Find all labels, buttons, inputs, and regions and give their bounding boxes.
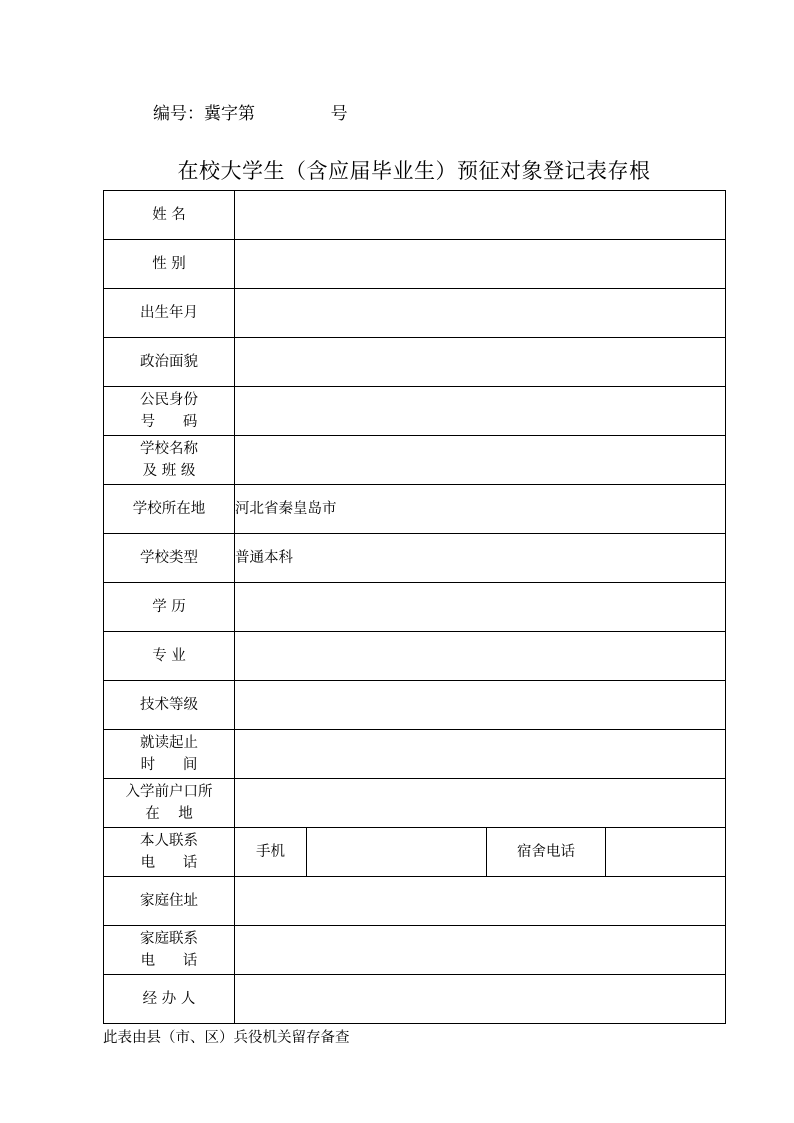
- field-mobile[interactable]: [307, 828, 487, 877]
- field-major[interactable]: [235, 632, 726, 681]
- form-title: 在校大学生（含应届毕业生）预征对象登记表存根: [177, 159, 651, 183]
- field-name[interactable]: [235, 191, 726, 240]
- footer-note: 此表由县（市、区）兵役机关留存备查: [103, 1030, 350, 1046]
- label-line-2: 电 话: [140, 953, 198, 969]
- field-study-period[interactable]: [235, 730, 726, 779]
- label-household-registration: [104, 779, 235, 828]
- label-political-status: 政治面貌: [104, 338, 235, 387]
- field-political-status[interactable]: [235, 338, 726, 387]
- registration-form-table: [103, 190, 726, 1024]
- row-gender: [104, 240, 726, 289]
- label-line-1: 就读起止: [140, 735, 198, 751]
- label-family-phone: [104, 926, 235, 975]
- label-line-2: 电 话: [140, 855, 198, 871]
- label-line-1: 入学前户口所: [125, 784, 213, 800]
- field-school-type[interactable]: 普通本科: [235, 534, 726, 583]
- row-school-location: [104, 485, 726, 534]
- label-line-1: 家庭联系: [140, 931, 198, 947]
- label-line-2: 号 码: [140, 414, 198, 430]
- label-education: 学 历: [104, 583, 235, 632]
- label-line-1: 公民身份: [140, 392, 198, 408]
- label-school-class: [104, 436, 235, 485]
- label-line-2: 及 班 级: [142, 463, 196, 479]
- row-id-number: [104, 387, 726, 436]
- row-school-type: [104, 534, 726, 583]
- row-political-status: [104, 338, 726, 387]
- row-handler: [104, 975, 726, 1024]
- row-study-period: [104, 730, 726, 779]
- label-line-2: 时 间: [140, 757, 198, 773]
- field-gender[interactable]: [235, 240, 726, 289]
- row-education: [104, 583, 726, 632]
- field-handler[interactable]: [235, 975, 726, 1024]
- field-birth-date[interactable]: [235, 289, 726, 338]
- field-family-phone[interactable]: [235, 926, 726, 975]
- row-skill-level: [104, 681, 726, 730]
- row-household-registration: [104, 779, 726, 828]
- row-major: [104, 632, 726, 681]
- field-id-number[interactable]: [235, 387, 726, 436]
- field-home-address[interactable]: [235, 877, 726, 926]
- label-home-address: 家庭住址: [104, 877, 235, 926]
- label-dorm-phone: 宿舍电话: [487, 828, 606, 877]
- field-skill-level[interactable]: [235, 681, 726, 730]
- label-birth-date: 出生年月: [104, 289, 235, 338]
- serial-number-label: 编号：冀字第 号: [153, 104, 348, 124]
- label-line-2: 在 地: [145, 806, 193, 822]
- row-personal-phone: [104, 828, 726, 877]
- row-birth-date: [104, 289, 726, 338]
- field-education[interactable]: [235, 583, 726, 632]
- label-school-type: 学校类型: [104, 534, 235, 583]
- row-family-phone: [104, 926, 726, 975]
- label-school-location: 学校所在地: [104, 485, 235, 534]
- label-mobile: 手机: [235, 828, 307, 877]
- row-home-address: [104, 877, 726, 926]
- field-school-location[interactable]: 河北省秦皇岛市: [235, 485, 726, 534]
- label-major: 专 业: [104, 632, 235, 681]
- label-line-1: 学校名称: [140, 441, 198, 457]
- label-skill-level: 技术等级: [104, 681, 235, 730]
- field-dorm-phone[interactable]: [606, 828, 726, 877]
- label-study-period: [104, 730, 235, 779]
- row-name: [104, 191, 726, 240]
- label-gender: 性 别: [104, 240, 235, 289]
- label-handler: 经 办 人: [104, 975, 235, 1024]
- label-name: 姓 名: [104, 191, 235, 240]
- row-school-class: [104, 436, 726, 485]
- label-line-1: 本人联系: [140, 833, 198, 849]
- field-household-registration[interactable]: [235, 779, 726, 828]
- label-id-number: [104, 387, 235, 436]
- field-school-class[interactable]: [235, 436, 726, 485]
- label-personal-phone: [104, 828, 235, 877]
